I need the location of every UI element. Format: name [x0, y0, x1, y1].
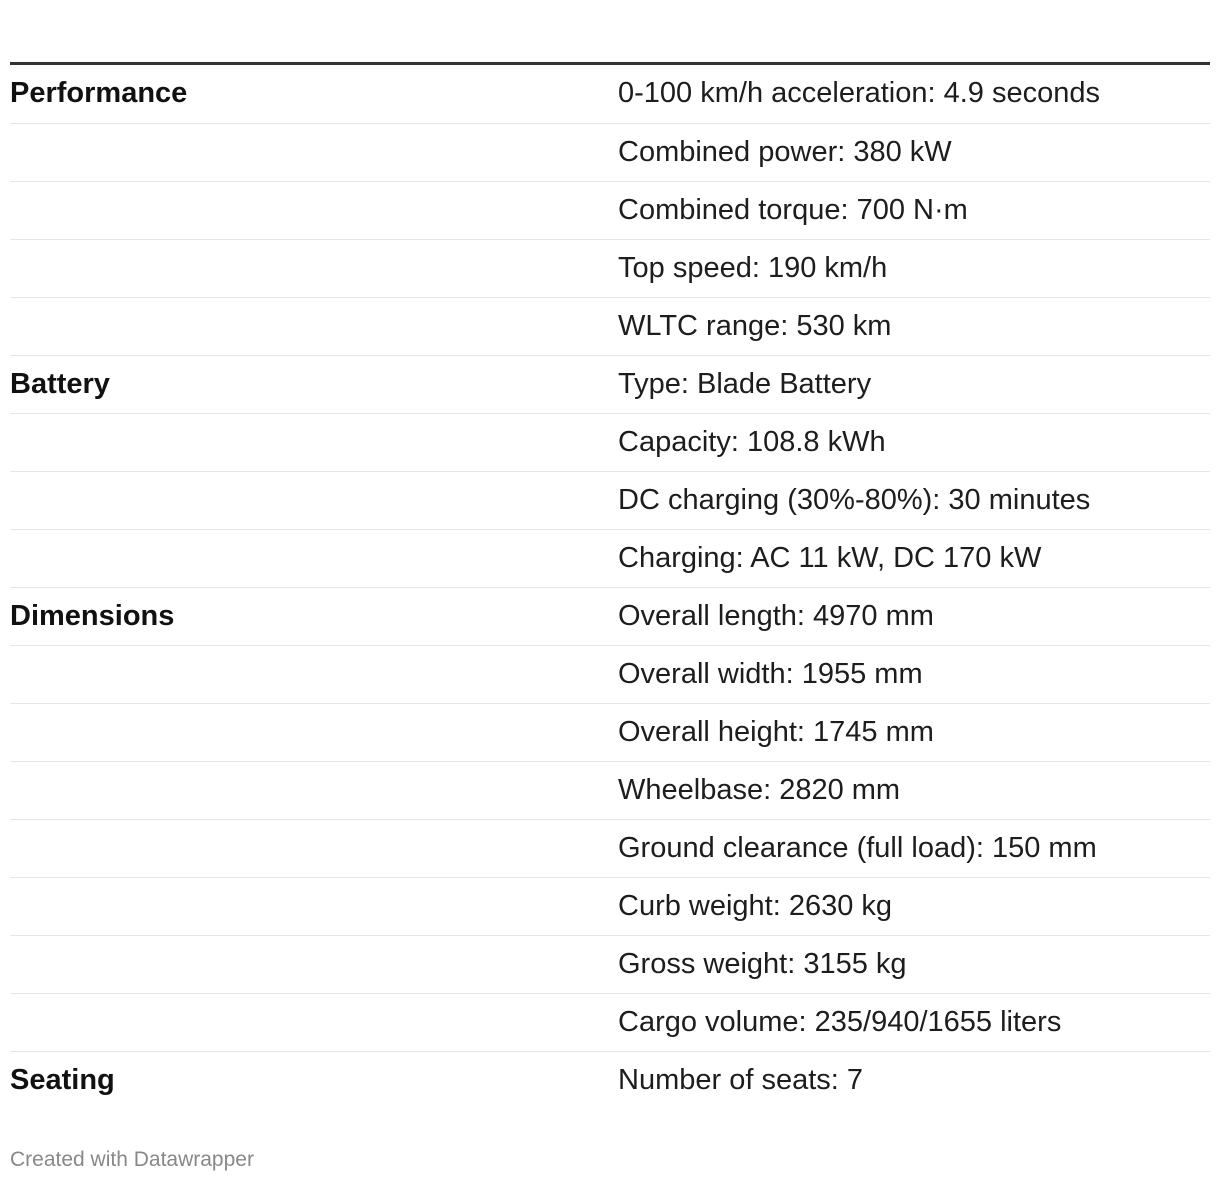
category-cell: Dimensions [10, 587, 618, 645]
category-cell [10, 645, 618, 703]
spec-cell: Combined power: 380 kW [618, 123, 1210, 181]
table-row [10, 877, 1210, 935]
category-cell [10, 413, 618, 471]
table-row [10, 413, 1210, 471]
category-cell [10, 703, 618, 761]
category-cell [10, 181, 618, 239]
table-row [10, 935, 1210, 993]
category-cell [10, 239, 618, 297]
table-row [10, 65, 1210, 123]
table-row [10, 471, 1210, 529]
spec-cell: Type: Blade Battery [618, 355, 1210, 413]
table-row [10, 297, 1210, 355]
spec-cell: Top speed: 190 km/h [618, 239, 1210, 297]
spec-cell: Wheelbase: 2820 mm [618, 761, 1210, 819]
datawrapper-credit: Created with Datawrapper [10, 1148, 254, 1171]
spec-cell: DC charging (30%-80%): 30 minutes [618, 471, 1210, 529]
spec-cell: 0-100 km/h acceleration: 4.9 seconds [618, 65, 1210, 123]
category-cell [10, 819, 618, 877]
spec-cell: Charging: AC 11 kW, DC 170 kW [618, 529, 1210, 587]
category-cell: Performance [10, 65, 618, 123]
table-row [10, 993, 1210, 1051]
category-cell [10, 471, 618, 529]
spec-cell: Ground clearance (full load): 150 mm [618, 819, 1210, 877]
table-row [10, 355, 1210, 413]
table-row [10, 587, 1210, 645]
spec-table-container [10, 62, 1210, 1109]
table-row [10, 703, 1210, 761]
table-row [10, 819, 1210, 877]
spec-cell: Capacity: 108.8 kWh [618, 413, 1210, 471]
category-cell [10, 935, 618, 993]
table-row [10, 1051, 1210, 1109]
table-row [10, 645, 1210, 703]
spec-cell: Overall width: 1955 mm [618, 645, 1210, 703]
category-cell [10, 529, 618, 587]
category-cell: Seating [10, 1063, 115, 1096]
spec-cell: Combined torque: 700 N·m [618, 181, 1210, 239]
spec-cell: Curb weight: 2630 kg [618, 877, 1210, 935]
spec-table [10, 65, 1210, 1109]
spec-cell: WLTC range: 530 km [618, 297, 1210, 355]
table-row [10, 239, 1210, 297]
spec-cell: Gross weight: 3155 kg [618, 935, 1210, 993]
category-cell: Battery [10, 355, 618, 413]
category-cell [10, 123, 618, 181]
table-row [10, 181, 1210, 239]
table-row [10, 123, 1210, 181]
table-row [10, 529, 1210, 587]
spec-cell: Overall height: 1745 mm [618, 703, 1210, 761]
category-cell [10, 993, 618, 1051]
spec-cell: Number of seats: 7 [618, 1063, 863, 1096]
spec-cell: Cargo volume: 235/940/1655 liters [618, 993, 1210, 1051]
category-cell [10, 877, 618, 935]
category-cell [10, 761, 618, 819]
table-row [10, 761, 1210, 819]
spec-cell: Overall length: 4970 mm [618, 587, 1210, 645]
category-cell [10, 297, 618, 355]
